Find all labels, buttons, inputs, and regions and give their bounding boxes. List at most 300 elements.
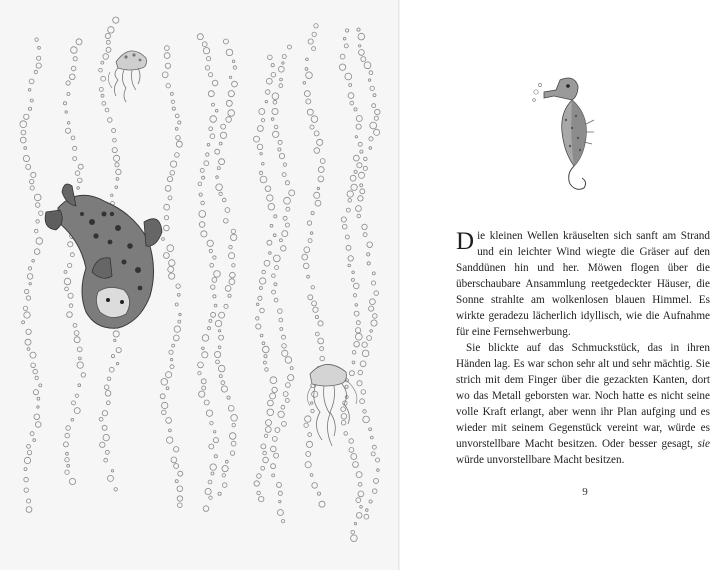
bubble <box>215 149 220 154</box>
bubble <box>306 99 311 104</box>
bubble <box>226 49 233 56</box>
bubble <box>372 489 377 494</box>
bubble <box>216 184 223 191</box>
bubble <box>168 266 174 272</box>
bubble <box>164 216 168 220</box>
bubble <box>254 136 260 142</box>
bubble <box>108 27 114 33</box>
bubble <box>280 78 283 81</box>
bubble <box>348 93 354 99</box>
bubble <box>369 71 373 75</box>
bubble <box>367 253 370 256</box>
bubble <box>370 86 374 90</box>
bubble <box>106 47 111 52</box>
bubble <box>271 446 277 452</box>
bubble <box>262 162 265 165</box>
bubble <box>99 417 103 421</box>
bubble <box>67 464 70 467</box>
bubble <box>303 263 309 269</box>
bubble <box>172 107 175 110</box>
bubble <box>273 255 280 262</box>
bubble <box>175 127 178 130</box>
bubble <box>175 114 179 118</box>
bubble <box>282 231 288 237</box>
bubble <box>161 379 168 386</box>
bubble <box>259 287 262 290</box>
bubble <box>358 142 362 146</box>
bubble <box>215 109 218 112</box>
bubble <box>205 66 209 70</box>
bubble <box>376 458 380 462</box>
bubble <box>28 107 31 110</box>
bubble <box>37 56 41 60</box>
bubble <box>351 530 355 534</box>
bubble <box>221 124 226 129</box>
bubble <box>36 63 41 68</box>
bubble <box>116 348 121 353</box>
bubble <box>65 433 70 438</box>
bubble <box>207 240 213 246</box>
paragraph-2 <box>456 340 710 468</box>
bubble <box>231 229 235 233</box>
bubble <box>318 321 323 326</box>
bubble <box>202 42 207 47</box>
bubble <box>354 341 360 347</box>
bubble <box>214 455 217 458</box>
bubble <box>214 431 216 433</box>
bubble <box>372 445 376 449</box>
bubble <box>279 318 283 322</box>
bubble <box>351 278 354 281</box>
bubble <box>355 333 362 340</box>
bubble <box>270 224 273 227</box>
bubble <box>204 161 209 166</box>
bubble <box>354 522 356 524</box>
bubble <box>67 312 73 318</box>
bubble <box>320 159 325 164</box>
bubble <box>217 167 220 170</box>
bubble <box>349 439 354 444</box>
bubble <box>219 192 222 195</box>
bubble <box>344 44 348 48</box>
bubble <box>225 460 228 463</box>
bubble <box>308 433 312 437</box>
bubble <box>352 271 355 274</box>
bubble <box>66 81 70 85</box>
bubble <box>345 235 349 239</box>
bubble <box>272 290 276 294</box>
bubble <box>362 350 369 357</box>
bubble <box>202 352 208 358</box>
bubble <box>231 415 238 422</box>
bubble <box>24 477 29 482</box>
bubble <box>24 488 28 492</box>
bubble <box>65 287 69 291</box>
bubble <box>162 238 165 241</box>
bubble <box>289 190 295 196</box>
bubble <box>351 454 357 460</box>
bubble <box>307 109 313 115</box>
bubble <box>32 260 35 263</box>
bubble <box>358 483 362 487</box>
bubble <box>257 144 263 150</box>
bubble <box>68 293 73 298</box>
bubble <box>78 178 83 183</box>
bubble <box>263 361 266 364</box>
bubble <box>286 383 291 388</box>
bubble <box>77 187 80 190</box>
bubble <box>218 365 225 372</box>
bubble <box>270 377 277 384</box>
bubble <box>108 475 114 481</box>
bubble <box>171 100 174 103</box>
bubble <box>311 116 318 123</box>
bubble <box>113 138 117 142</box>
bubble <box>311 402 313 404</box>
bubble <box>222 466 228 472</box>
bubble <box>112 129 116 133</box>
bubble <box>361 390 366 395</box>
bubble <box>354 311 359 316</box>
bubble <box>288 375 294 381</box>
bubble <box>358 370 363 375</box>
bubble <box>259 109 265 115</box>
bubble <box>178 320 181 323</box>
bubble <box>282 62 284 64</box>
paragraph-2-emphasis: sie <box>697 438 710 450</box>
bubble <box>264 355 267 358</box>
bubble <box>34 414 40 420</box>
bubble <box>66 426 71 431</box>
bubble <box>24 468 27 471</box>
bubble <box>351 535 358 542</box>
bubble <box>202 386 206 390</box>
bubble <box>109 367 114 372</box>
bubble <box>200 168 204 172</box>
bubble <box>25 289 29 293</box>
bubble <box>175 480 178 483</box>
bubble <box>216 360 220 364</box>
bubble <box>285 181 289 185</box>
bubble <box>358 196 363 201</box>
bubble <box>68 242 73 247</box>
bubble <box>23 306 27 310</box>
bubble <box>312 47 316 51</box>
bubble <box>26 296 30 300</box>
bubble <box>357 28 360 31</box>
bubble <box>176 141 182 147</box>
bubble <box>168 196 172 200</box>
bubble <box>35 422 41 428</box>
bubble <box>271 72 276 77</box>
bubble <box>166 387 169 390</box>
bubble <box>257 491 261 495</box>
bubble <box>265 186 271 192</box>
bubble <box>218 330 220 332</box>
bubble <box>369 428 372 431</box>
bubble <box>205 488 211 494</box>
bubble <box>27 499 31 503</box>
bubble <box>366 509 369 512</box>
bubble <box>317 139 323 145</box>
bubble <box>65 111 67 113</box>
bubble <box>262 342 265 345</box>
bubble <box>171 457 177 463</box>
bubble <box>266 78 272 84</box>
bubble <box>30 186 34 190</box>
bubble <box>283 163 286 166</box>
bubble <box>370 122 377 129</box>
bubble <box>305 416 311 422</box>
bubble <box>263 346 270 353</box>
bubble <box>24 114 29 119</box>
bubble <box>370 436 373 439</box>
bubble <box>284 197 291 204</box>
bubble <box>277 510 283 516</box>
bubble <box>272 108 278 114</box>
bubble <box>37 397 40 400</box>
bubble <box>174 464 179 469</box>
bubble <box>269 252 272 255</box>
bubble <box>353 294 356 297</box>
bubble <box>169 350 173 354</box>
bubble <box>278 491 282 495</box>
bubble <box>283 392 288 397</box>
bubble <box>166 418 172 424</box>
bubble <box>160 394 165 399</box>
bubble <box>224 219 229 224</box>
bubble <box>75 394 78 397</box>
bubble <box>210 422 213 425</box>
bubble <box>207 57 211 61</box>
bubble <box>221 381 225 385</box>
bubble <box>274 298 278 302</box>
bubble <box>345 73 352 80</box>
bubble <box>213 295 216 298</box>
bubble <box>219 159 225 165</box>
bubble <box>176 136 181 141</box>
bubble <box>271 64 274 67</box>
bubble <box>210 116 217 123</box>
bubble <box>310 125 314 129</box>
bubble <box>312 32 316 36</box>
bubble <box>65 470 69 474</box>
bubble <box>341 407 346 412</box>
bubble <box>372 104 376 108</box>
bubble <box>348 256 353 261</box>
bubble <box>302 254 308 260</box>
bubble <box>341 217 346 222</box>
bubble <box>367 336 372 341</box>
bubble <box>209 444 214 449</box>
bubble <box>304 247 310 253</box>
bubble <box>279 500 281 502</box>
bubble <box>225 286 231 292</box>
bubble <box>101 94 104 97</box>
bubble <box>345 385 348 388</box>
bubble <box>314 148 320 154</box>
bubble <box>36 220 39 223</box>
bubble <box>206 410 212 416</box>
bubble <box>260 176 267 183</box>
bubble <box>274 453 279 458</box>
bubble <box>229 253 235 259</box>
bubble <box>352 361 355 364</box>
bubble <box>198 362 204 368</box>
bubble <box>304 91 310 97</box>
bubble <box>230 451 234 455</box>
bubble <box>165 186 171 192</box>
bubble <box>313 307 318 312</box>
bubble <box>280 328 283 331</box>
bubble <box>256 324 261 329</box>
bubble <box>164 53 170 59</box>
bubble <box>314 131 319 136</box>
bubble <box>24 457 30 463</box>
bubble <box>350 101 354 105</box>
bubble <box>20 137 26 143</box>
bubble <box>23 155 29 161</box>
bubble <box>170 358 172 360</box>
bubble <box>226 117 232 123</box>
bubble <box>267 240 272 245</box>
bubble <box>111 470 113 472</box>
bubble <box>347 191 353 197</box>
bubble <box>202 347 205 350</box>
bubble <box>219 312 225 318</box>
bubble <box>230 272 236 278</box>
bubble <box>104 458 108 462</box>
bubble <box>35 203 40 208</box>
bubble <box>77 347 82 352</box>
bubble <box>372 272 375 275</box>
bubble <box>350 175 356 181</box>
bubble <box>375 109 380 114</box>
bubble <box>265 368 269 372</box>
bubble <box>259 496 264 501</box>
bubble <box>369 137 373 141</box>
bubble <box>175 153 180 158</box>
bubble <box>199 193 202 196</box>
bubble <box>111 194 113 196</box>
bubble <box>106 40 110 44</box>
bubble <box>367 262 370 265</box>
bubble <box>364 62 371 69</box>
bubble <box>310 232 313 235</box>
bubble <box>166 372 172 378</box>
bubble <box>100 442 105 447</box>
bubble <box>306 72 313 79</box>
bubble <box>64 270 67 273</box>
bubble <box>202 176 205 179</box>
bubble <box>357 214 361 218</box>
bubble <box>208 480 212 484</box>
bubble <box>203 48 209 54</box>
bubble <box>170 171 175 176</box>
bubble <box>256 317 259 320</box>
bubble <box>271 464 276 469</box>
bubble <box>374 129 380 135</box>
bubble <box>374 116 378 120</box>
bubble <box>222 198 226 202</box>
bubble <box>70 74 76 80</box>
bubble <box>107 377 111 381</box>
bubble <box>344 432 348 436</box>
bubble <box>282 55 286 59</box>
bubble <box>73 157 77 161</box>
bubble <box>198 372 201 375</box>
bubble <box>362 342 367 347</box>
bubble <box>260 334 263 337</box>
bubble <box>352 351 356 355</box>
bubble <box>358 172 364 178</box>
bubble <box>282 173 286 177</box>
bubble <box>177 486 183 492</box>
bubble <box>362 224 367 229</box>
bubble <box>31 363 36 368</box>
bubble <box>266 420 272 426</box>
bubble <box>170 92 173 95</box>
bubble <box>211 312 216 317</box>
bubble <box>277 482 282 487</box>
bubble <box>261 466 265 470</box>
bubble <box>340 54 345 59</box>
bubble <box>264 260 270 266</box>
bubble <box>315 332 319 336</box>
bubble <box>282 422 287 427</box>
bubble <box>114 155 120 161</box>
bubble <box>233 66 236 69</box>
bubble <box>273 234 276 237</box>
bubble <box>175 303 178 306</box>
bubble <box>67 93 70 96</box>
bubble <box>28 267 31 270</box>
bubble <box>311 286 314 289</box>
bubble <box>77 362 83 368</box>
bubble <box>274 283 277 286</box>
bubble <box>348 199 352 203</box>
bubble <box>317 492 320 495</box>
bubble <box>219 142 222 145</box>
bubble <box>198 182 202 186</box>
bubble <box>199 391 205 397</box>
bubble <box>27 450 31 454</box>
bubble <box>78 384 81 387</box>
bubble <box>341 420 346 425</box>
bubble <box>74 337 80 343</box>
bubble <box>115 186 118 189</box>
bubble <box>356 124 361 129</box>
bubble <box>113 331 119 337</box>
bubble <box>34 194 41 201</box>
bubble <box>70 253 74 257</box>
bubble <box>116 362 118 364</box>
bubble <box>356 513 362 519</box>
bubble <box>262 270 266 274</box>
bubble <box>165 46 170 51</box>
bubble <box>263 451 267 455</box>
bubble <box>268 203 275 210</box>
bubble <box>115 163 119 167</box>
bubble <box>74 331 79 336</box>
bubble <box>273 131 279 137</box>
bubble <box>263 457 269 463</box>
bubble <box>22 321 25 324</box>
bubble <box>318 338 324 344</box>
bubble <box>71 418 74 421</box>
bubble <box>312 301 317 306</box>
bubble <box>374 291 379 296</box>
